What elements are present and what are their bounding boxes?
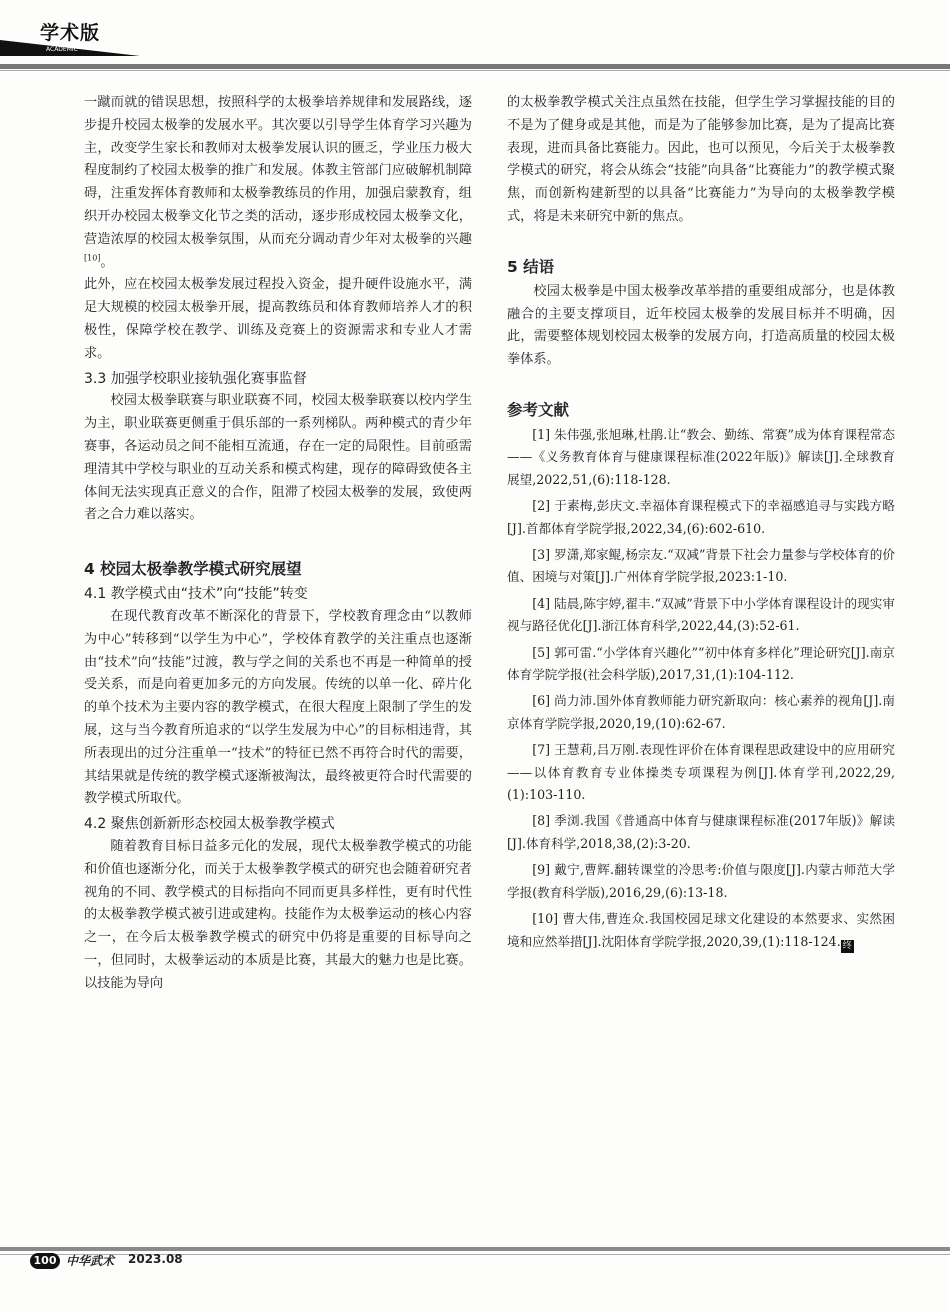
page-number: 100	[30, 1253, 60, 1269]
paragraph	[84, 92, 472, 274]
references-title: 参考文献	[507, 400, 570, 419]
paragraph: 此外，应在校园太极拳发展过程投入资金，提升硬件设施水平，满足大规模的校园太极拳开展，提高教练员和体育教师培养人才的积极性，保障学校在教学、训练及竞赛上的资源需求和专业人才需求。	[84, 277, 472, 361]
paragraph: 校园太极拳联赛与职业联赛不同，校园太极拳联赛以校内学生为主，职业联赛更侧重于俱乐部的一系列梯队。两种模式的青少年赛事，各运动员之间不能相互流通，存在一定的局限性。目前亟需理清其中学校与职业的互动关系和模式构建，现存的障碍致使各主体间无法实现真正意义的合作，阻滞了校园太极拳的发展，致使两者之合力难以落实。	[84, 393, 472, 523]
paragraph: 在现代教育改革不断深化的背景下，学校教育理念由“以教师为中心”转移到“以学生为中心”，学校体育教学的关注重点也逐渐由“技术”向“技能”过渡，教与学之间的关系也不再是一种简单的授受关系，而是向着更加多元的方向发展。传统的以单一化、碎片化的单个技术为主要内容的教学模式，在很大程度上限制了学生的发展，这与当今教育所追求的“以学生发展为中心”的目标相违背，其所表现出的过分注重单一“技术”的特征已然不再符合时代的需要，其结果就是传统的教学模式逐渐被淘汰，最终被更符合时代需要的教学模式所取代。	[84, 608, 472, 807]
reference-item: [9] 戴宁,曹辉.翻转课堂的冷思考:价值与限度[J].内蒙古师范大学学报(教育科学版),2016,29,(6):13-18.	[507, 862, 895, 900]
section-tag: 学术版	[40, 22, 101, 44]
paragraph-tail: 。	[100, 254, 114, 270]
heading-4: 4 校园太极拳教学模式研究展望	[84, 560, 302, 579]
heading-3-3: 3.3 加强学校职业接轨强化赛事监督	[84, 370, 307, 387]
paragraph: 的太极拳教学模式关注点虽然在技能，但学生学习掌握技能的目的不是为了健身或是其他，而是为了能够参加比赛，是为了提高比赛表现，进而具备比赛能力。因此，也可以预见，今后关于太极拳教学模式的研究，将会从练会“技能”向具备“比赛能力”的教学模式聚焦，而创新构建新型的以具备“比赛能力”为导向的太极拳教学模式，将是未来研究中新的焦点。	[507, 95, 895, 224]
reference-text: [10] 曹大伟,曹连众.我国校园足球文化建设的本然要求、实然困境和应然举措[J].沈阳体育学院学报,2020,39,(1):118-124.	[507, 911, 895, 949]
left-column	[84, 92, 472, 995]
header-rule	[0, 64, 950, 69]
references-list	[507, 424, 895, 953]
paragraph: 校园太极拳是中国太极拳改革举措的重要组成部分，也是体教融合的主要支撑项目，近年校园太极拳的发展目标并不明确，因此，需要整体规划校园太极拳的发展方向，打造高质量的校园太极拳体系。	[507, 283, 895, 368]
reference-item: [8] 季浏.我国《普通高中体育与健康课程标准(2017年版)》解读[J].体育科学,2018,38,(2):3-20.	[507, 813, 895, 851]
paragraph: 随着教育目标日益多元化的发展，现代太极拳教学模式的功能和价值也逐渐分化，而关于太极拳教学模式的研究也会随着研究者视角的不同、教学模式的目标指向不同而更具多样性，更有时代性的太极拳教学模式被引进或建构。技能作为太极拳运动的核心内容之一，在今后太极拳教学模式的研究中仍将是重要的目标导向之一，但同时，太极拳运动的本质是比赛，其最大的魅力也是比赛。以技能为导向	[84, 838, 472, 991]
issue-number: 2023.08	[128, 1252, 183, 1266]
reference-item: [3] 罗潇,郑家鲲,杨宗友.“双减”背景下社会力量参与学校体育的价值、困境与对策[J].广州体育学院学报,2023:1-10.	[507, 547, 895, 585]
paragraph-text: 一蹴而就的错误思想，按照科学的太极拳培养规律和发展路线，逐步提升校园太极拳的发展水平。其次要以引导学生体育学习兴趣为主，改变学生家长和教师对太极拳发展认识的匮乏，学业压力极大程度制约了校园太极拳的推广和发展。体教主管部门应破解机制障碍，注重发挥体育教师和太极拳教练员的作用，加强启蒙教育，组织开办校园太极拳文化节之类的活动，逐步形成校园太极拳文化，营造浓厚的校园太极拳氛围，从而充分调动青少年对太极拳的兴趣	[84, 95, 472, 247]
page-header	[0, 0, 950, 64]
reference-item: [5] 郭可雷.“小学体育兴趣化”“初中体育多样化”理论研究[J].南京体育学院学报(社会科学版),2017,31,(1):104-112.	[507, 644, 895, 683]
reference-item: [4] 陆晨,陈宇婷,翟丰.“双减”背景下中小学体育课程设计的现实审视与路径优化[J].浙江体育科学,2022,44,(3):52-61.	[507, 595, 895, 634]
section-tag-sub: ACADEMIC	[46, 46, 78, 53]
heading-5: 5 结语	[507, 257, 555, 276]
end-mark-icon: 终	[842, 940, 852, 951]
citation: [10]	[84, 253, 101, 263]
reference-item	[507, 908, 895, 953]
reference-item: [7] 王慧莉,吕万刚.表现性评价在体育课程思政建设中的应用研究——以体育教育专业体操类专项课程为例[J].体育学刊,2022,29,(1):103-110.	[507, 742, 895, 803]
header-rule-thin	[0, 70, 950, 71]
right-column	[507, 92, 895, 957]
reference-item: [6] 尚力沛.国外体育教师能力研究新取向：核心素养的视角[J].南京体育学院学报,2020,19,(10):62-67.	[507, 693, 895, 731]
heading-4-2: 4.2 聚焦创新新形态校园太极拳教学模式	[84, 816, 335, 833]
journal-name: 中华武术	[66, 1254, 115, 1268]
heading-4-1: 4.1 教学模式由“技术”向“技能”转变	[84, 586, 308, 603]
reference-item: [1] 朱伟强,张旭琳,杜鹃.让“教会、勤练、常赛”成为体育课程常态——《义务教育体育与健康课程标准(2022年版)》解读[J].全球教育展望,2022,51,(6):118-128.	[507, 426, 895, 487]
reference-item: [2] 于素梅,彭庆文.幸福体育课程模式下的幸福感追寻与实践方略[J].首都体育学院学报,2022,34,(6):602-610.	[507, 498, 895, 536]
footer-rule	[0, 1247, 950, 1251]
